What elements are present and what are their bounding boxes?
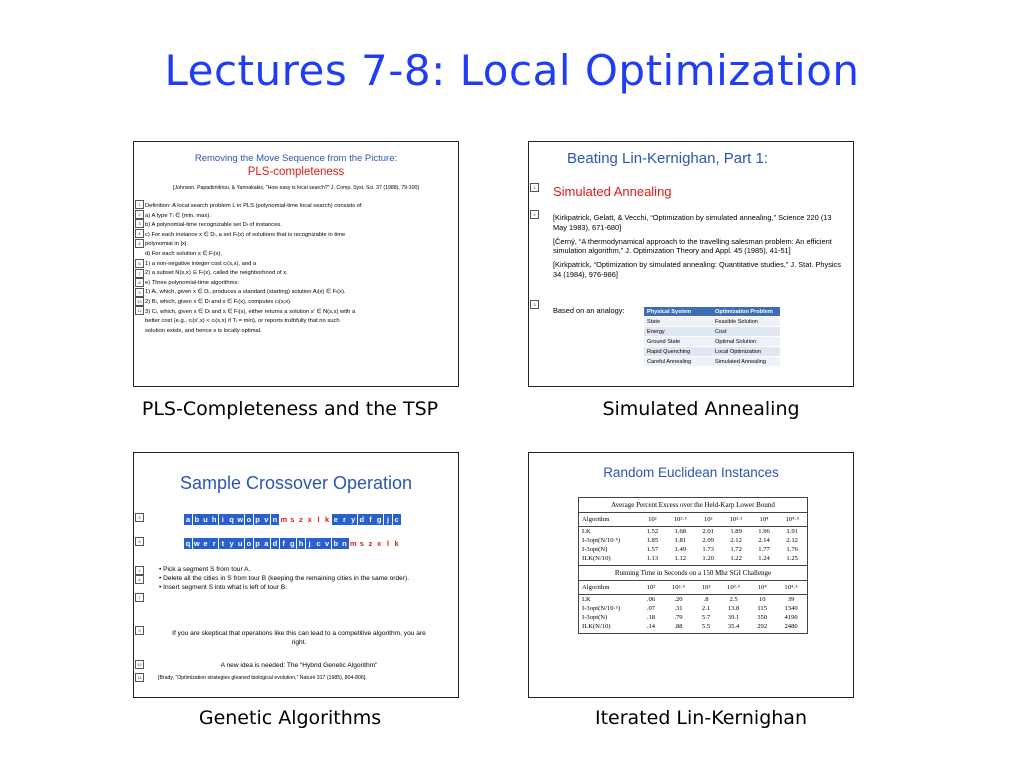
sequence-cell: y xyxy=(349,514,357,525)
sequence-cell: k xyxy=(393,538,401,549)
table-cell: 1.72 xyxy=(730,546,742,553)
bullet-text: Insert segment S into what is left of tour B. xyxy=(163,584,288,592)
sequence-cell: s xyxy=(288,514,296,525)
sequence-cell: w xyxy=(237,515,244,524)
sequence-cell: q xyxy=(229,515,234,524)
table-cell: 1.22 xyxy=(730,555,742,562)
sequence-cell: b xyxy=(194,515,200,524)
slide-marker: 3 xyxy=(530,300,539,309)
definition-line: e) Three polynomial-time algorithms: xyxy=(145,279,239,286)
sequence-cell: o xyxy=(246,515,252,524)
bullet-list xyxy=(156,565,446,593)
header-cell: 10²·⁵ xyxy=(666,513,695,527)
slide-subheading: Simulated Annealing xyxy=(553,184,672,199)
table-cell: .79 xyxy=(674,614,683,621)
caption-ilk: Iterated Lin-Kernighan xyxy=(595,707,807,729)
sequence-cell: u xyxy=(203,515,208,524)
table-cell: Simulated Annealing xyxy=(712,357,780,367)
table-header-row xyxy=(579,581,807,595)
table-cell: 2.01 xyxy=(702,528,714,535)
slide-marker: 9 xyxy=(135,626,144,635)
table-row xyxy=(579,613,807,622)
table-cell: 292 xyxy=(757,623,768,630)
table-cell: 1.96 xyxy=(758,528,770,535)
sequence-cell: m xyxy=(280,515,287,524)
table-cell: I-3opt(N) xyxy=(582,546,608,553)
definition-line: 2) a subset N(s,x) ⊆ Fₗ(x), called the neighborhood of x. xyxy=(145,270,288,277)
sequence-cell: e xyxy=(332,514,340,525)
table-cell: I-3opt(N) xyxy=(582,614,608,621)
table-cell: 1.24 xyxy=(758,555,770,562)
slide-marker: 2 xyxy=(135,210,144,219)
table-cell: 1.91 xyxy=(786,528,798,535)
table-cell: 2.14 xyxy=(758,537,770,544)
slide-marker: 8 xyxy=(135,278,144,287)
slide-heading: Beating Lin-Kernighan, Part 1: xyxy=(567,150,768,167)
definition-line: 3) Cₗ, which, given x ∈ Dₗ and s ∈ Fₗ(x), either returns a solution s' ∈ N(s,x) with a xyxy=(145,308,356,315)
slide-marker: 2 xyxy=(530,210,539,219)
table-cell: 1.12 xyxy=(674,555,687,562)
analogy-table xyxy=(644,307,780,366)
table-cell: I-3opt(N/10·⁵) xyxy=(582,537,621,544)
bullet-item xyxy=(156,565,446,574)
reference-item: [Černý, “A thermodynamical approach to the travelling salesman problem: An efficient simulation algorithm,” J. Optimization Theory and Appl. 45 (1985), 41-51] xyxy=(553,236,832,256)
header-cell: 10³·⁵ xyxy=(722,513,751,527)
table-cell: .88 xyxy=(674,623,683,630)
table-cell: Feasible Solution xyxy=(712,317,780,327)
sequence-cell: x xyxy=(306,514,314,525)
sequence-cell: c xyxy=(393,514,401,525)
bullet-icon: • xyxy=(159,575,164,583)
bullet-icon: • xyxy=(159,584,164,592)
table-cell: 2.12 xyxy=(730,537,742,544)
table-cell: Careful Annealing xyxy=(644,357,712,367)
table-cell: 115 xyxy=(757,605,768,612)
sequence-cell: h xyxy=(298,539,304,548)
slide-marker: 10 xyxy=(135,660,144,669)
header-cell: 10³ xyxy=(695,513,722,527)
slide-thumbnail-annealing[interactable] xyxy=(528,141,854,387)
definition-line: a) A type Tₗ ∈ {min, max}. xyxy=(145,212,211,219)
reference-item: [Kirkpatrick, “Optimization by simulated annealing: Quantitative studies,” J. Stat. Physics 34 (1984), 976-986] xyxy=(553,260,841,279)
sequence-cell: d xyxy=(359,515,365,524)
table-cell: ILK(N/10) xyxy=(582,555,611,562)
sequence-cell: s xyxy=(358,538,366,549)
sequence-cell: t xyxy=(219,538,227,549)
slide-marker: 1 xyxy=(135,200,144,209)
table-cell: 1.57 xyxy=(646,546,659,553)
sequence-cell: q xyxy=(185,539,191,548)
table-cell: 35.4 xyxy=(727,623,740,630)
definition-line: b) A polynomial-time recognizable set Dₗ of instances. xyxy=(145,222,282,229)
sequence-cell: v xyxy=(323,538,331,549)
header-cell: 10⁴·⁵ xyxy=(777,513,807,527)
table-header: Physical System xyxy=(644,307,712,317)
slide-reference: [Johnson, Papadimitriou, & Yannakakis, "How easy is local search?" J. Comp. Syst. Sci. 37 (1988), 79-100] xyxy=(173,185,419,191)
reference-item: [Kirkpatrick, Gelatt, & Vecchi, “Optimization by simulated annealing,” Science 220 (13 May 1983), 671-680] xyxy=(553,213,832,232)
table-cell: 1.52 xyxy=(646,528,659,535)
table-cell: .14 xyxy=(646,623,656,630)
sequence-cell: l xyxy=(384,538,392,549)
slide-marker: 5 xyxy=(135,239,144,248)
table-header: Optimization Problem xyxy=(712,307,780,317)
table-row xyxy=(579,536,807,545)
table-cell: 2.12 xyxy=(786,537,798,544)
table-cell: 1.25 xyxy=(786,555,798,562)
sequence-cell: w xyxy=(193,539,200,548)
table-row xyxy=(644,357,780,367)
slide-heading: Removing the Move Sequence from the Picture: xyxy=(194,153,398,164)
header-cell: Algorithm xyxy=(579,513,639,527)
table-row xyxy=(579,527,807,537)
bullet-text: Pick a segment S from tour A. xyxy=(163,566,251,573)
slide-subheading: PLS-completeness xyxy=(247,166,345,178)
table-row xyxy=(644,317,780,327)
sequence-cell: e xyxy=(201,538,209,549)
slide-marker: 6 xyxy=(135,259,144,268)
definition-list xyxy=(145,202,453,336)
slide-thumbnail-pls[interactable] xyxy=(133,141,459,387)
table-cell: 2480 xyxy=(784,623,798,630)
slide-thumbnail-ilk[interactable] xyxy=(528,452,854,698)
definition-line: 1) a non-negative integer cost cₗ(s,x), and a xyxy=(145,260,257,267)
header-cell: 10² xyxy=(639,513,666,527)
table-cell: 39 xyxy=(787,596,795,603)
sequence-cell: a xyxy=(262,538,270,549)
slide-heading: Random Euclidean Instances xyxy=(603,465,779,480)
sequence-cell: f xyxy=(366,514,374,525)
bullet-item xyxy=(156,583,446,592)
sequence-cell: p xyxy=(255,515,260,524)
table-row xyxy=(579,622,807,633)
definition-line: 1) Aₗ, which, given x ∈ Dₗ, produces a standard (starting) solution Aₗ(x) ∈ Fₗ(x). xyxy=(145,289,346,296)
table-cell: 350 xyxy=(757,614,768,621)
sequence-cell: m xyxy=(349,539,357,548)
sequence-cell: x xyxy=(375,538,383,549)
slide-marker: 3 xyxy=(135,219,144,228)
sequence-cell: r xyxy=(340,514,348,525)
table-caption-excess: Average Percent Excess over the Held-Karp Lower Bound xyxy=(579,498,807,513)
table-row xyxy=(644,347,780,357)
definition-line: better cost (e.g., cₗ(s',x) < cₗ(s,x) if Tₗ = min), or reports truthfully that no such xyxy=(145,318,340,325)
slide-marker: 1 xyxy=(530,183,539,192)
definition-line: 2) Bₗ, which, given x ∈ Dₗ and s ∈ Fₗ(x), computes cₗ(s,x). xyxy=(145,298,292,305)
slide-thumbnail-genetic[interactable] xyxy=(133,452,459,698)
sequence-cell: k xyxy=(323,514,331,525)
table-cell: Rapid Quenching xyxy=(644,347,712,357)
sequence-cell: g xyxy=(376,515,382,524)
reference-list xyxy=(553,213,843,284)
tour-b-sequence xyxy=(184,538,401,549)
header-cell: 10²·⁵ xyxy=(663,581,694,595)
table-cell: Energy xyxy=(644,327,712,337)
definition-line: solution exists, and hence s is locally optimal. xyxy=(145,327,262,334)
sequence-cell: d xyxy=(272,539,278,548)
table-cell: ILK(N/10) xyxy=(582,623,611,630)
slide-marker: 11 xyxy=(135,673,144,682)
header-cell: 10³ xyxy=(694,581,718,595)
table-cell: Ground State xyxy=(644,337,712,347)
table-cell: 5.5 xyxy=(701,623,711,630)
slide-marker: 4 xyxy=(135,575,144,584)
table-cell: 1.85 xyxy=(646,537,659,544)
slide-marker: 9 xyxy=(135,288,144,297)
table-row xyxy=(579,595,807,605)
sequence-cell: p xyxy=(255,539,260,548)
table-caption-time: Running Time in Seconds on a 150 Mhz SGI Challenge xyxy=(579,565,807,581)
slide-heading: Sample Crossover Operation xyxy=(179,473,413,493)
results-table xyxy=(578,497,808,634)
table-cell: 1.73 xyxy=(702,546,714,553)
table-cell: .06 xyxy=(646,596,656,603)
slide-reference: [Brady, “Optimization strategies gleaned biological evolution,” Nature 317 (1985), 804-806]. xyxy=(158,675,367,681)
slide-marker: 2 xyxy=(135,566,144,575)
definition-line: c) For each instance x ∈ Dₗ, a set Fₗ(x) of solutions that is recognizable in time xyxy=(145,231,346,238)
table-cell: 1.77 xyxy=(758,546,770,553)
sequence-cell: l xyxy=(314,514,322,525)
sequence-cell: z xyxy=(366,538,374,549)
slide-marker: 3 xyxy=(135,513,144,522)
slide-marker: 7 xyxy=(135,593,144,602)
table-cell: 10 xyxy=(758,596,766,603)
skeptic-note: If you are skeptical that operations like this can lead to a competitive algorithm, you are right. xyxy=(172,630,426,646)
table-cell: Optimal Solution xyxy=(712,337,780,347)
table-cell: 1.76 xyxy=(786,546,798,553)
caption-annealing: Simulated Annealing xyxy=(602,398,800,420)
table-row xyxy=(644,337,780,347)
table-cell: .20 xyxy=(674,596,683,603)
table-row xyxy=(644,327,780,337)
table-cell: LK xyxy=(582,596,591,603)
sequence-cell: u xyxy=(237,539,243,548)
sequence-cell: n xyxy=(342,539,347,548)
table-cell: LK xyxy=(582,528,591,535)
table-cell: .07 xyxy=(646,605,656,612)
caption-pls: PLS-Completeness and the TSP xyxy=(141,398,439,420)
table-header-row xyxy=(579,513,807,527)
table-cell: 2.5 xyxy=(729,596,738,603)
slide-marker: 7 xyxy=(135,269,144,278)
header-cell: Algorithm xyxy=(579,581,639,595)
definition-line: Definition: A local search problem L in PLS (polynomial-time local search) consists of xyxy=(145,203,362,209)
slide-marker: 4 xyxy=(135,229,144,238)
slide-marker: 11 xyxy=(135,306,144,315)
table-row xyxy=(579,554,807,565)
slide-marker: 6 xyxy=(135,537,144,546)
table-cell: 4190 xyxy=(784,614,798,621)
table-cell: 2.1 xyxy=(701,605,711,612)
sequence-cell: v xyxy=(262,514,270,525)
table-cell: Cost xyxy=(712,327,780,337)
table-cell: 1.81 xyxy=(674,537,687,544)
bullet-item xyxy=(156,574,446,583)
analogy-label: Based on an analogy: xyxy=(553,306,625,315)
sequence-cell: y xyxy=(227,538,235,549)
table-row xyxy=(579,545,807,554)
table-cell: 1.68 xyxy=(674,528,687,535)
header-cell: 10³·⁵ xyxy=(718,581,749,595)
table-cell: 1.89 xyxy=(730,528,742,535)
table-cell: .8 xyxy=(703,596,709,603)
sequence-cell: r xyxy=(210,538,218,549)
sequence-cell: f xyxy=(280,538,288,549)
table-cell: I-3opt(N/10·⁵) xyxy=(582,605,621,612)
sequence-cell: h xyxy=(211,515,217,524)
sequence-cell: n xyxy=(272,515,278,524)
sequence-cell: i xyxy=(219,514,227,525)
table-cell: 1.20 xyxy=(702,555,714,562)
sequence-cell: o xyxy=(246,539,252,548)
table-cell: 1.13 xyxy=(646,555,659,562)
table-cell: 5.7 xyxy=(701,614,711,621)
sequence-cell: z xyxy=(297,514,305,525)
header-cell: 10² xyxy=(639,581,663,595)
header-cell: 10⁴ xyxy=(751,513,778,527)
header-cell: 10⁴ xyxy=(749,581,775,595)
table-row xyxy=(579,604,807,613)
header-cell: 10⁴·⁵ xyxy=(775,581,807,595)
sequence-cell: j xyxy=(306,538,314,549)
definition-line: d) For each solution s ∈ Fₗ(x), xyxy=(145,250,222,257)
bullet-icon: • xyxy=(159,566,164,573)
tour-a-sequence xyxy=(184,514,401,525)
table-cell: 1.49 xyxy=(674,546,687,553)
table-cell: 13.8 xyxy=(727,605,740,612)
sequence-cell: j xyxy=(384,514,392,525)
page-title: Lectures 7-8: Local Optimization xyxy=(164,46,860,95)
sequence-cell: a xyxy=(184,514,192,525)
table-cell: 2.09 xyxy=(702,537,714,544)
sequence-cell: b xyxy=(333,539,339,548)
sequence-cell: g xyxy=(290,539,295,548)
slide-marker: 10 xyxy=(135,297,144,306)
sequence-cell: c xyxy=(314,538,322,549)
table-cell: .18 xyxy=(646,614,656,621)
table-cell: 39.1 xyxy=(727,614,740,621)
definition-line: polynomial in |x|. xyxy=(145,241,188,248)
table-cell: .31 xyxy=(674,605,683,612)
caption-genetic: Genetic Algorithms xyxy=(198,707,382,729)
table-cell: Local Optimization xyxy=(712,347,780,357)
table-cell: State xyxy=(644,317,712,327)
bullet-text: Delete all the cities in S from tour B (keeping the remaining cities in the same order). xyxy=(163,575,410,583)
table-cell: 1340 xyxy=(784,605,798,612)
new-idea-note: A new idea is needed: The “Hybrid Genetic Algorithm” xyxy=(220,662,378,669)
